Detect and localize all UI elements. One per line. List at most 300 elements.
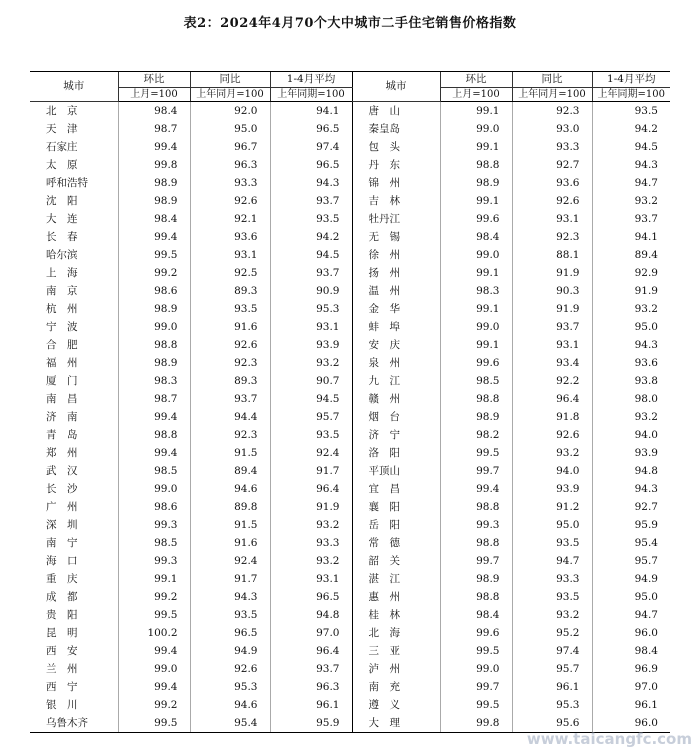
right-yoy-cell: 95.2 (512, 624, 592, 642)
right-avg-cell: 95.4 (592, 534, 670, 552)
left-city-cell: 广 州 (46, 501, 78, 513)
left-avg-cell: 97.0 (270, 624, 352, 642)
right-city-cell: 无 锡 (352, 228, 440, 246)
left-mom-cell: 99.0 (118, 480, 190, 498)
watermark: www.taicangfc.com (526, 730, 692, 748)
right-city-cell: 烟 台 (352, 408, 440, 426)
left-city-cell: 兰 州 (46, 663, 78, 675)
left-yoy-cell: 92.4 (190, 552, 270, 570)
right-avg-cell: 93.8 (592, 372, 670, 390)
left-city-cell: 乌鲁木齐 (30, 714, 118, 733)
left-avg-cell: 93.3 (270, 534, 352, 552)
left-avg-cell: 90.9 (270, 282, 352, 300)
right-yoy-cell: 88.1 (512, 246, 592, 264)
left-mom-cell: 98.3 (118, 372, 190, 390)
right-mom-cell: 99.6 (440, 354, 512, 372)
table-row (30, 444, 670, 462)
left-city-cell: 银 川 (46, 699, 78, 711)
left-mom-cell: 98.6 (118, 498, 190, 516)
left-yoy-cell: 92.1 (190, 210, 270, 228)
left-avg-cell: 97.4 (270, 138, 352, 156)
left-mom-cell: 99.4 (118, 444, 190, 462)
right-city-cell: 三 亚 (352, 642, 440, 660)
left-avg-cell: 96.5 (270, 120, 352, 138)
right-city-cell: 安 庆 (352, 336, 440, 354)
right-avg-cell: 92.9 (592, 264, 670, 282)
table-row (30, 120, 670, 138)
right-yoy-cell: 91.9 (512, 264, 592, 282)
right-avg-cell: 94.9 (592, 570, 670, 588)
left-city-cell: 上 海 (46, 267, 78, 279)
right-yoy-cell: 93.9 (512, 480, 592, 498)
left-yoy-cell: 89.4 (190, 462, 270, 480)
left-mom-cell: 99.1 (118, 570, 190, 588)
right-avg-cell: 95.9 (592, 516, 670, 534)
left-mom-cell: 98.4 (118, 102, 190, 121)
right-avg-cell: 94.7 (592, 606, 670, 624)
right-avg-cell: 95.0 (592, 588, 670, 606)
table-title: 表2：2024年4月70个大中城市二手住宅销售价格指数 (183, 16, 517, 31)
left-avg-cell: 93.1 (270, 318, 352, 336)
header-avg-left: 1-4月平均 (270, 72, 352, 88)
left-yoy-cell: 93.1 (190, 246, 270, 264)
right-yoy-cell: 93.2 (512, 444, 592, 462)
right-mom-cell: 99.1 (440, 300, 512, 318)
left-city-cell: 福 州 (46, 357, 78, 369)
right-city-cell: 蚌 埠 (352, 318, 440, 336)
left-mom-cell: 98.5 (118, 534, 190, 552)
left-mom-cell: 98.5 (118, 462, 190, 480)
left-avg-cell: 93.7 (270, 660, 352, 678)
right-avg-cell: 95.0 (592, 318, 670, 336)
table-row (30, 336, 670, 354)
right-avg-cell: 94.7 (592, 174, 670, 192)
right-city-cell: 泉 州 (352, 354, 440, 372)
table-row (30, 174, 670, 192)
left-city-cell: 石家庄 (46, 141, 78, 153)
left-city-cell: 济 南 (46, 411, 78, 423)
left-city-cell: 宁 波 (46, 321, 78, 333)
right-avg-cell: 93.2 (592, 408, 670, 426)
right-city-cell: 平顶山 (352, 462, 440, 480)
right-mom-cell: 99.5 (440, 696, 512, 714)
left-mom-cell: 99.4 (118, 642, 190, 660)
header-yoy-left: 同比 (190, 72, 270, 88)
left-mom-cell: 98.9 (118, 300, 190, 318)
left-mom-cell: 99.5 (118, 714, 190, 733)
right-city-cell: 锦 州 (352, 174, 440, 192)
left-yoy-cell: 93.6 (190, 228, 270, 246)
left-yoy-cell: 96.3 (190, 156, 270, 174)
left-yoy-cell: 93.3 (190, 174, 270, 192)
right-mom-cell: 99.0 (440, 660, 512, 678)
right-mom-cell: 99.5 (440, 642, 512, 660)
right-yoy-cell: 92.6 (512, 426, 592, 444)
left-avg-cell: 94.2 (270, 228, 352, 246)
right-mom-cell: 98.9 (440, 174, 512, 192)
left-city-cell: 西 安 (46, 645, 78, 657)
left-yoy-cell: 95.4 (190, 714, 270, 733)
left-city-cell: 天 津 (46, 123, 78, 135)
left-city-cell: 重 庆 (46, 573, 78, 585)
table-row (30, 372, 670, 390)
left-yoy-cell: 92.3 (190, 354, 270, 372)
table-row (30, 318, 670, 336)
left-city-cell: 北 京 (46, 105, 78, 117)
left-mom-cell: 99.4 (118, 678, 190, 696)
left-yoy-cell: 91.7 (190, 570, 270, 588)
right-mom-cell: 99.4 (440, 480, 512, 498)
left-yoy-cell: 89.3 (190, 372, 270, 390)
left-yoy-cell: 92.6 (190, 336, 270, 354)
left-avg-cell: 95.9 (270, 714, 352, 733)
right-yoy-cell: 91.9 (512, 300, 592, 318)
right-mom-cell: 99.6 (440, 624, 512, 642)
right-city-cell: 湛 江 (352, 570, 440, 588)
right-city-cell: 包 头 (352, 138, 440, 156)
table-row (30, 300, 670, 318)
table-row (30, 264, 670, 282)
left-mom-cell: 99.5 (118, 246, 190, 264)
right-city-cell: 遵 义 (352, 696, 440, 714)
right-avg-cell: 94.1 (592, 228, 670, 246)
left-avg-cell: 93.1 (270, 570, 352, 588)
right-yoy-cell: 93.0 (512, 120, 592, 138)
left-city-cell: 南 京 (46, 285, 78, 297)
left-avg-cell: 94.5 (270, 390, 352, 408)
left-avg-cell: 93.9 (270, 336, 352, 354)
right-mom-cell: 98.8 (440, 498, 512, 516)
table-row (30, 588, 670, 606)
right-avg-cell: 89.4 (592, 246, 670, 264)
right-yoy-cell: 92.2 (512, 372, 592, 390)
header-avg-base-left: 上年同期=100 (270, 88, 352, 102)
table-row (30, 552, 670, 570)
right-city-cell: 宜 昌 (352, 480, 440, 498)
right-mom-cell: 98.5 (440, 372, 512, 390)
price-index-table (30, 71, 670, 733)
left-mom-cell: 100.2 (118, 624, 190, 642)
left-city-cell: 沈 阳 (46, 195, 78, 207)
left-yoy-cell: 92.5 (190, 264, 270, 282)
right-yoy-cell: 95.6 (512, 714, 592, 733)
right-yoy-cell: 92.7 (512, 156, 592, 174)
left-avg-cell: 91.9 (270, 498, 352, 516)
right-avg-cell: 96.9 (592, 660, 670, 678)
left-avg-cell: 93.5 (270, 426, 352, 444)
left-yoy-cell: 96.7 (190, 138, 270, 156)
header-mom-right: 环比 (440, 72, 512, 88)
table-row (30, 210, 670, 228)
left-city-cell: 大 连 (46, 213, 78, 225)
header-mom-left: 环比 (118, 72, 190, 88)
right-avg-cell: 92.7 (592, 498, 670, 516)
right-yoy-cell: 90.3 (512, 282, 592, 300)
left-yoy-cell: 92.3 (190, 426, 270, 444)
right-yoy-cell: 93.1 (512, 210, 592, 228)
right-mom-cell: 99.5 (440, 444, 512, 462)
right-avg-cell: 91.9 (592, 282, 670, 300)
right-yoy-cell: 92.3 (512, 228, 592, 246)
right-city-cell: 扬 州 (352, 264, 440, 282)
right-city-cell: 唐 山 (352, 102, 440, 121)
left-mom-cell: 98.9 (118, 354, 190, 372)
left-avg-cell: 96.4 (270, 480, 352, 498)
right-mom-cell: 99.0 (440, 246, 512, 264)
right-city-cell: 泸 州 (352, 660, 440, 678)
left-mom-cell: 98.9 (118, 174, 190, 192)
left-avg-cell: 93.7 (270, 264, 352, 282)
left-yoy-cell: 89.8 (190, 498, 270, 516)
left-city-cell: 厦 门 (46, 375, 78, 387)
left-mom-cell: 99.2 (118, 264, 190, 282)
right-avg-cell: 94.3 (592, 480, 670, 498)
table-row (30, 534, 670, 552)
left-avg-cell: 93.7 (270, 192, 352, 210)
left-yoy-cell: 94.9 (190, 642, 270, 660)
left-avg-cell: 96.5 (270, 156, 352, 174)
table-row (30, 228, 670, 246)
right-mom-cell: 99.1 (440, 336, 512, 354)
right-mom-cell: 98.9 (440, 570, 512, 588)
left-avg-cell: 96.5 (270, 588, 352, 606)
right-yoy-cell: 93.3 (512, 570, 592, 588)
header-avg-base-right: 上年同期=100 (592, 88, 670, 102)
header-city-right: 城市 (352, 72, 440, 102)
right-yoy-cell: 93.2 (512, 606, 592, 624)
right-mom-cell: 98.4 (440, 606, 512, 624)
right-city-cell: 惠 州 (352, 588, 440, 606)
left-avg-cell: 92.4 (270, 444, 352, 462)
right-yoy-cell: 96.4 (512, 390, 592, 408)
left-avg-cell: 96.3 (270, 678, 352, 696)
table-row (30, 624, 670, 642)
left-mom-cell: 99.4 (118, 228, 190, 246)
right-city-cell: 桂 林 (352, 606, 440, 624)
left-city-cell: 郑 州 (46, 447, 78, 459)
table-row (30, 408, 670, 426)
right-mom-cell: 99.7 (440, 552, 512, 570)
right-avg-cell: 94.2 (592, 120, 670, 138)
left-yoy-cell: 94.4 (190, 408, 270, 426)
right-yoy-cell: 93.7 (512, 318, 592, 336)
right-city-cell: 济 宁 (352, 426, 440, 444)
left-mom-cell: 99.4 (118, 408, 190, 426)
left-yoy-cell: 95.0 (190, 120, 270, 138)
right-yoy-cell: 97.4 (512, 642, 592, 660)
right-yoy-cell: 93.5 (512, 588, 592, 606)
table-row (30, 462, 670, 480)
left-yoy-cell: 92.6 (190, 192, 270, 210)
header-yoy-base-left: 上年同月=100 (190, 88, 270, 102)
right-avg-cell: 93.2 (592, 300, 670, 318)
right-yoy-cell: 92.6 (512, 192, 592, 210)
table-row (30, 696, 670, 714)
table-row (30, 354, 670, 372)
left-avg-cell: 94.1 (270, 102, 352, 121)
left-yoy-cell: 93.5 (190, 606, 270, 624)
table-row (30, 426, 670, 444)
left-yoy-cell: 94.6 (190, 480, 270, 498)
right-city-cell: 常 德 (352, 534, 440, 552)
right-city-cell: 韶 关 (352, 552, 440, 570)
right-mom-cell: 99.1 (440, 138, 512, 156)
left-city-cell: 南 宁 (46, 537, 78, 549)
right-yoy-cell: 95.0 (512, 516, 592, 534)
header-yoy-base-right: 上年同月=100 (512, 88, 592, 102)
left-avg-cell: 90.7 (270, 372, 352, 390)
table-row (30, 498, 670, 516)
right-city-cell: 洛 阳 (352, 444, 440, 462)
right-mom-cell: 99.1 (440, 102, 512, 121)
left-yoy-cell: 91.6 (190, 318, 270, 336)
left-yoy-cell: 91.5 (190, 444, 270, 462)
right-avg-cell: 94.0 (592, 426, 670, 444)
left-city-cell: 杭 州 (46, 303, 78, 315)
right-city-cell: 北 海 (352, 624, 440, 642)
table-row (30, 390, 670, 408)
right-mom-cell: 98.8 (440, 390, 512, 408)
right-yoy-cell: 93.3 (512, 138, 592, 156)
right-yoy-cell: 93.4 (512, 354, 592, 372)
left-yoy-cell: 93.7 (190, 390, 270, 408)
left-city-cell: 长 春 (46, 231, 78, 243)
table-row (30, 606, 670, 624)
right-city-cell: 九 江 (352, 372, 440, 390)
right-avg-cell: 93.5 (592, 102, 670, 121)
right-city-cell: 襄 阳 (352, 498, 440, 516)
left-mom-cell: 98.6 (118, 282, 190, 300)
right-yoy-cell: 96.1 (512, 678, 592, 696)
left-yoy-cell: 93.5 (190, 300, 270, 318)
left-mom-cell: 99.4 (118, 138, 190, 156)
left-mom-cell: 98.8 (118, 426, 190, 444)
left-mom-cell: 99.5 (118, 606, 190, 624)
table-row (30, 282, 670, 300)
left-city-cell: 贵 阳 (46, 609, 78, 621)
right-yoy-cell: 91.2 (512, 498, 592, 516)
left-yoy-cell: 91.5 (190, 516, 270, 534)
left-mom-cell: 98.7 (118, 120, 190, 138)
right-mom-cell: 98.4 (440, 228, 512, 246)
right-yoy-cell: 95.7 (512, 660, 592, 678)
right-city-cell: 南 充 (352, 678, 440, 696)
right-city-cell: 赣 州 (352, 390, 440, 408)
right-mom-cell: 98.2 (440, 426, 512, 444)
right-avg-cell: 97.0 (592, 678, 670, 696)
left-mom-cell: 98.4 (118, 210, 190, 228)
left-mom-cell: 98.7 (118, 390, 190, 408)
left-city-cell: 南 昌 (46, 393, 78, 405)
left-yoy-cell: 96.5 (190, 624, 270, 642)
right-city-cell: 徐 州 (352, 246, 440, 264)
right-city-cell: 丹 东 (352, 156, 440, 174)
left-avg-cell: 93.5 (270, 210, 352, 228)
left-city-cell: 深 圳 (46, 519, 78, 531)
left-city-cell: 合 肥 (46, 339, 78, 351)
right-avg-cell: 96.1 (592, 696, 670, 714)
left-city-cell: 武 汉 (46, 465, 78, 477)
left-mom-cell: 99.2 (118, 696, 190, 714)
left-mom-cell: 98.8 (118, 336, 190, 354)
left-mom-cell: 99.2 (118, 588, 190, 606)
right-avg-cell: 93.7 (592, 210, 670, 228)
left-city-cell: 太 原 (46, 159, 78, 171)
left-yoy-cell: 94.6 (190, 696, 270, 714)
right-avg-cell: 94.3 (592, 156, 670, 174)
right-yoy-cell: 93.6 (512, 174, 592, 192)
right-city-cell: 牡丹江 (352, 210, 440, 228)
right-mom-cell: 99.0 (440, 120, 512, 138)
right-yoy-cell: 92.3 (512, 102, 592, 121)
table-row (30, 138, 670, 156)
header-avg-right: 1-4月平均 (592, 72, 670, 88)
right-mom-cell: 98.3 (440, 282, 512, 300)
left-mom-cell: 99.0 (118, 318, 190, 336)
left-mom-cell: 99.3 (118, 552, 190, 570)
table-row (30, 246, 670, 264)
right-mom-cell: 99.1 (440, 264, 512, 282)
right-yoy-cell: 93.5 (512, 534, 592, 552)
right-avg-cell: 94.3 (592, 336, 670, 354)
left-city-cell: 西 宁 (46, 681, 78, 693)
table-row (30, 480, 670, 498)
left-mom-cell: 99.3 (118, 516, 190, 534)
left-avg-cell: 93.2 (270, 516, 352, 534)
left-avg-cell: 93.2 (270, 354, 352, 372)
right-yoy-cell: 91.8 (512, 408, 592, 426)
left-city-cell: 呼和浩特 (46, 177, 88, 189)
left-mom-cell: 99.0 (118, 660, 190, 678)
left-avg-cell: 94.5 (270, 246, 352, 264)
right-mom-cell: 99.7 (440, 462, 512, 480)
table-row (30, 192, 670, 210)
right-yoy-cell: 93.1 (512, 336, 592, 354)
left-yoy-cell: 91.6 (190, 534, 270, 552)
left-city-cell: 长 沙 (46, 483, 78, 495)
right-mom-cell: 98.8 (440, 588, 512, 606)
right-yoy-cell: 94.7 (512, 552, 592, 570)
table-body (30, 102, 670, 733)
right-city-cell: 秦皇岛 (352, 120, 440, 138)
left-city-cell: 海 口 (46, 555, 78, 567)
right-mom-cell: 98.8 (440, 156, 512, 174)
right-avg-cell: 93.9 (592, 444, 670, 462)
header-mom-base-right: 上月=100 (440, 88, 512, 102)
right-avg-cell: 98.4 (592, 642, 670, 660)
left-city-cell: 青 岛 (46, 429, 78, 441)
right-avg-cell: 96.0 (592, 624, 670, 642)
right-mom-cell: 99.7 (440, 678, 512, 696)
right-mom-cell: 99.1 (440, 192, 512, 210)
left-yoy-cell: 94.3 (190, 588, 270, 606)
right-city-cell: 温 州 (352, 282, 440, 300)
left-avg-cell: 94.3 (270, 174, 352, 192)
right-city-cell: 大 理 (352, 714, 440, 733)
right-avg-cell: 96.0 (592, 714, 670, 733)
table-row (30, 660, 670, 678)
right-mom-cell: 99.6 (440, 210, 512, 228)
table-row (30, 642, 670, 660)
right-yoy-cell: 94.0 (512, 462, 592, 480)
left-city-cell: 昆 明 (46, 627, 78, 639)
left-avg-cell: 95.3 (270, 300, 352, 318)
left-avg-cell: 95.7 (270, 408, 352, 426)
table-row (30, 516, 670, 534)
left-city-cell: 成 都 (46, 591, 78, 603)
right-yoy-cell: 95.3 (512, 696, 592, 714)
header-yoy-right: 同比 (512, 72, 592, 88)
